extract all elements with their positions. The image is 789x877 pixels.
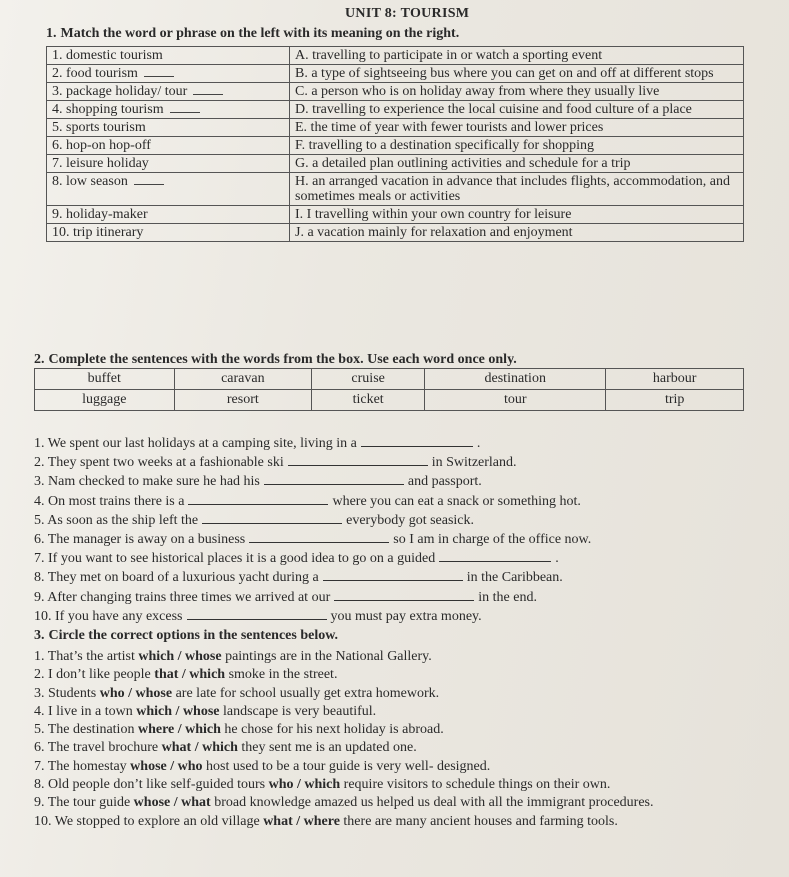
sentence-text: 1. We spent our last holidays at a camping site, living in a: [34, 436, 357, 451]
choice-sentence: [34, 685, 754, 703]
answer-blank[interactable]: [323, 568, 463, 581]
answer-blank[interactable]: [361, 434, 473, 447]
table-row: [47, 47, 744, 65]
term: 5. sports tourism: [52, 120, 146, 135]
options[interactable]: who / whose: [99, 685, 173, 701]
word-cell: harbour: [606, 369, 744, 390]
section-3-heading: [34, 628, 338, 644]
answer-blank[interactable]: [188, 492, 328, 505]
term: 9. holiday-maker: [52, 207, 148, 222]
sentence-text: and passport.: [407, 474, 482, 490]
section-3-title: Circle the correct options in the sentences below.: [48, 628, 339, 643]
sentence-text: 10. We stopped to explore an old village: [34, 813, 264, 829]
answer-line[interactable]: [170, 112, 200, 113]
term: 1. domestic tourism: [52, 48, 163, 63]
meaning-cell: [290, 119, 744, 137]
sentence-text: host used to be a tour guide is very well- designed.: [202, 758, 491, 774]
section-1-heading: [46, 26, 459, 42]
answer-blank[interactable]: [288, 453, 428, 466]
sentence: [34, 453, 754, 472]
table-row: [47, 65, 744, 83]
options[interactable]: which / whose: [136, 703, 220, 719]
answer-blank[interactable]: [187, 607, 327, 620]
options[interactable]: what / where: [263, 813, 340, 829]
sentence-text: 5. The destination: [34, 722, 138, 738]
sentence-text: 9. After changing trains three times we arrived at our: [34, 589, 331, 605]
word-cell: luggage: [35, 390, 175, 411]
sentence-text: 6. The manager is away on a business: [34, 532, 246, 548]
sentence: [34, 607, 754, 626]
answer-line[interactable]: [193, 94, 223, 95]
sentence-text: 6. The travel brochure: [34, 740, 162, 756]
term: 4. shopping tourism: [52, 102, 164, 117]
meaning: F. travelling to a destination specifically for shopping: [295, 138, 595, 153]
meaning: A. travelling to participate in or watch a sporting event: [295, 48, 603, 63]
section-1-number: 1.: [46, 26, 57, 41]
meaning-cell: [290, 224, 744, 242]
sentence-text: landscape is very beautiful.: [219, 703, 377, 719]
sentence: [34, 588, 754, 607]
term-cell: [47, 155, 290, 173]
sentence-text: paintings are in the National Gallery.: [221, 649, 432, 664]
section-3-number: 3.: [34, 628, 45, 643]
meaning-cell: [290, 47, 744, 65]
meaning: B. a type of sightseeing bus where you can get on and off at different stops: [295, 66, 714, 81]
sentence-text: so I am in charge of the office now.: [393, 532, 592, 548]
sentence-text: are late for school usually get extra homework.: [172, 685, 440, 701]
sentence-text: 4. I live in a town: [34, 703, 137, 719]
meaning-cell: [290, 83, 744, 101]
sentence-text: 7. If you want to see historical places it is a good idea to go on a guided: [34, 551, 436, 567]
table-row: [47, 155, 744, 173]
sentence-text: 1. That’s the artist: [34, 649, 139, 664]
answer-blank[interactable]: [202, 511, 342, 524]
options[interactable]: what / which: [161, 740, 238, 756]
word-box-row: [35, 390, 744, 411]
sentence-text: require visitors to schedule things on their own.: [340, 777, 611, 793]
table-row: [47, 119, 744, 137]
term-cell: [47, 101, 290, 119]
sentence-text: 3. Students: [34, 685, 100, 701]
sentence-text: broad knowledge amazed us helped us deal with all the immigrant procedures.: [210, 795, 654, 811]
meaning: I. I travelling within your own country for leisure: [295, 207, 572, 222]
choice-sentence: [34, 648, 754, 666]
meaning-cell: [290, 155, 744, 173]
answer-blank[interactable]: [439, 549, 551, 562]
answer-blank[interactable]: [249, 530, 389, 543]
choice-sentence: [34, 703, 754, 721]
options[interactable]: whose / who: [130, 758, 203, 774]
meaning-cell: [290, 65, 744, 83]
table-row: [47, 101, 744, 119]
word-box-row: [35, 369, 744, 390]
meaning: H. an arranged vacation in advance that includes flights, accommodation, and sometimes meals or activities: [295, 174, 731, 204]
meaning: D. travelling to experience the local cuisine and food culture of a place: [295, 102, 692, 117]
sentence-text: smoke in the street.: [225, 667, 338, 683]
table-row: [47, 173, 744, 206]
meaning-cell: [290, 137, 744, 155]
sentence-text: where you can eat a snack or something hot.: [332, 493, 581, 509]
word-cell: resort: [174, 390, 312, 411]
sentence-text: in the Caribbean.: [466, 570, 563, 586]
sentence-text: 5. As soon as the ship left the: [34, 512, 199, 528]
sentence-text: .: [555, 551, 559, 567]
meaning-cell: [290, 173, 744, 206]
section-2-heading: [34, 352, 517, 368]
term: 6. hop-on hop-off: [52, 138, 151, 153]
sentence: [34, 434, 754, 453]
sentence: [34, 492, 754, 511]
term: 7. leisure holiday: [52, 156, 149, 171]
term-cell: [47, 137, 290, 155]
meaning: J. a vacation mainly for relaxation and enjoyment: [295, 225, 573, 240]
sentence-text: in the end.: [478, 589, 537, 605]
table-row: [47, 224, 744, 242]
matching-table: [46, 46, 744, 242]
answer-blank[interactable]: [264, 472, 404, 485]
meaning: C. a person who is on holiday away from where they usually live: [295, 84, 660, 99]
meaning-cell: [290, 101, 744, 119]
term: 2. food tourism: [52, 66, 138, 81]
options[interactable]: who / which: [268, 777, 341, 793]
options[interactable]: where / which: [137, 722, 221, 738]
word-box: [34, 368, 744, 411]
sentence-text: 8. Old people don’t like self-guided tours: [34, 777, 269, 793]
section-1-title: Match the word or phrase on the left with its meaning on the right.: [60, 26, 460, 41]
table-row: [47, 137, 744, 155]
circle-options-list: [34, 648, 754, 831]
sentence: [34, 568, 754, 587]
sentence-text: 2. They spent two weeks at a fashionable ski: [34, 455, 284, 471]
sentence-text: they sent me is an updated one.: [237, 740, 417, 756]
sentence-text: in Switzerland.: [431, 455, 517, 471]
word-cell: cruise: [312, 369, 425, 390]
sentence-text: 8. They met on board of a luxurious yacht during a: [34, 570, 319, 586]
sentence: [34, 549, 754, 568]
sentence-text: 2. I don’t like people: [34, 667, 155, 683]
choice-sentence: [34, 776, 754, 794]
sentence-text: 4. On most trains there is a: [34, 493, 185, 509]
choice-sentence: [34, 813, 754, 831]
sentence: [34, 511, 754, 530]
table-row: [47, 83, 744, 101]
term-cell: [47, 206, 290, 224]
unit-title: UNIT 8: TOURISM: [345, 6, 470, 21]
choice-sentence: [34, 721, 754, 739]
options[interactable]: which / whose: [138, 649, 222, 664]
term-cell: [47, 83, 290, 101]
options[interactable]: that / which: [154, 667, 226, 683]
sentence-text: everybody got seasick.: [346, 512, 475, 528]
answer-blank[interactable]: [334, 588, 474, 601]
section-2-title: Complete the sentences with the words from the box. Use each word once only.: [48, 352, 517, 367]
table-row: [47, 206, 744, 224]
meaning: G. a detailed plan outlining activities and schedule for a trip: [295, 156, 631, 171]
term: 8. low season: [52, 174, 128, 189]
word-cell: ticket: [312, 390, 425, 411]
sentence-text: he chose for his next holiday is abroad.: [220, 722, 444, 738]
gap-fill-sentences: [34, 434, 754, 626]
sentence: [34, 472, 754, 491]
term-cell: [47, 65, 290, 83]
section-2-number: 2.: [34, 352, 45, 367]
word-cell: caravan: [174, 369, 312, 390]
word-cell: tour: [425, 390, 606, 411]
sentence-text: you must pay extra money.: [330, 608, 482, 624]
options[interactable]: whose / what: [133, 795, 211, 811]
word-cell: buffet: [35, 369, 175, 390]
term-cell: [47, 224, 290, 242]
sentence-text: 3. Nam checked to make sure he had his: [34, 474, 260, 490]
word-cell: destination: [425, 369, 606, 390]
term-cell: [47, 47, 290, 65]
choice-sentence: [34, 739, 754, 757]
sentence-text: 7. The homestay: [34, 758, 131, 774]
choice-sentence: [34, 666, 754, 684]
sentence-text: 10. If you have any excess: [34, 608, 183, 624]
choice-sentence: [34, 758, 754, 776]
choice-sentence: [34, 794, 754, 812]
sentence-text: .: [476, 436, 481, 451]
term: 3. package holiday/ tour: [52, 84, 188, 99]
term-cell: [47, 119, 290, 137]
sentence-text: there are many ancient houses and farming tools.: [339, 813, 618, 829]
sentence: [34, 530, 754, 549]
answer-line[interactable]: [134, 184, 164, 185]
answer-line[interactable]: [144, 76, 174, 77]
term: 10. trip itinerary: [52, 225, 144, 240]
sentence-text: 9. The tour guide: [34, 795, 134, 811]
word-cell: trip: [606, 390, 744, 411]
meaning: E. the time of year with fewer tourists and lower prices: [295, 120, 604, 135]
meaning-cell: [290, 206, 744, 224]
term-cell: [47, 173, 290, 206]
